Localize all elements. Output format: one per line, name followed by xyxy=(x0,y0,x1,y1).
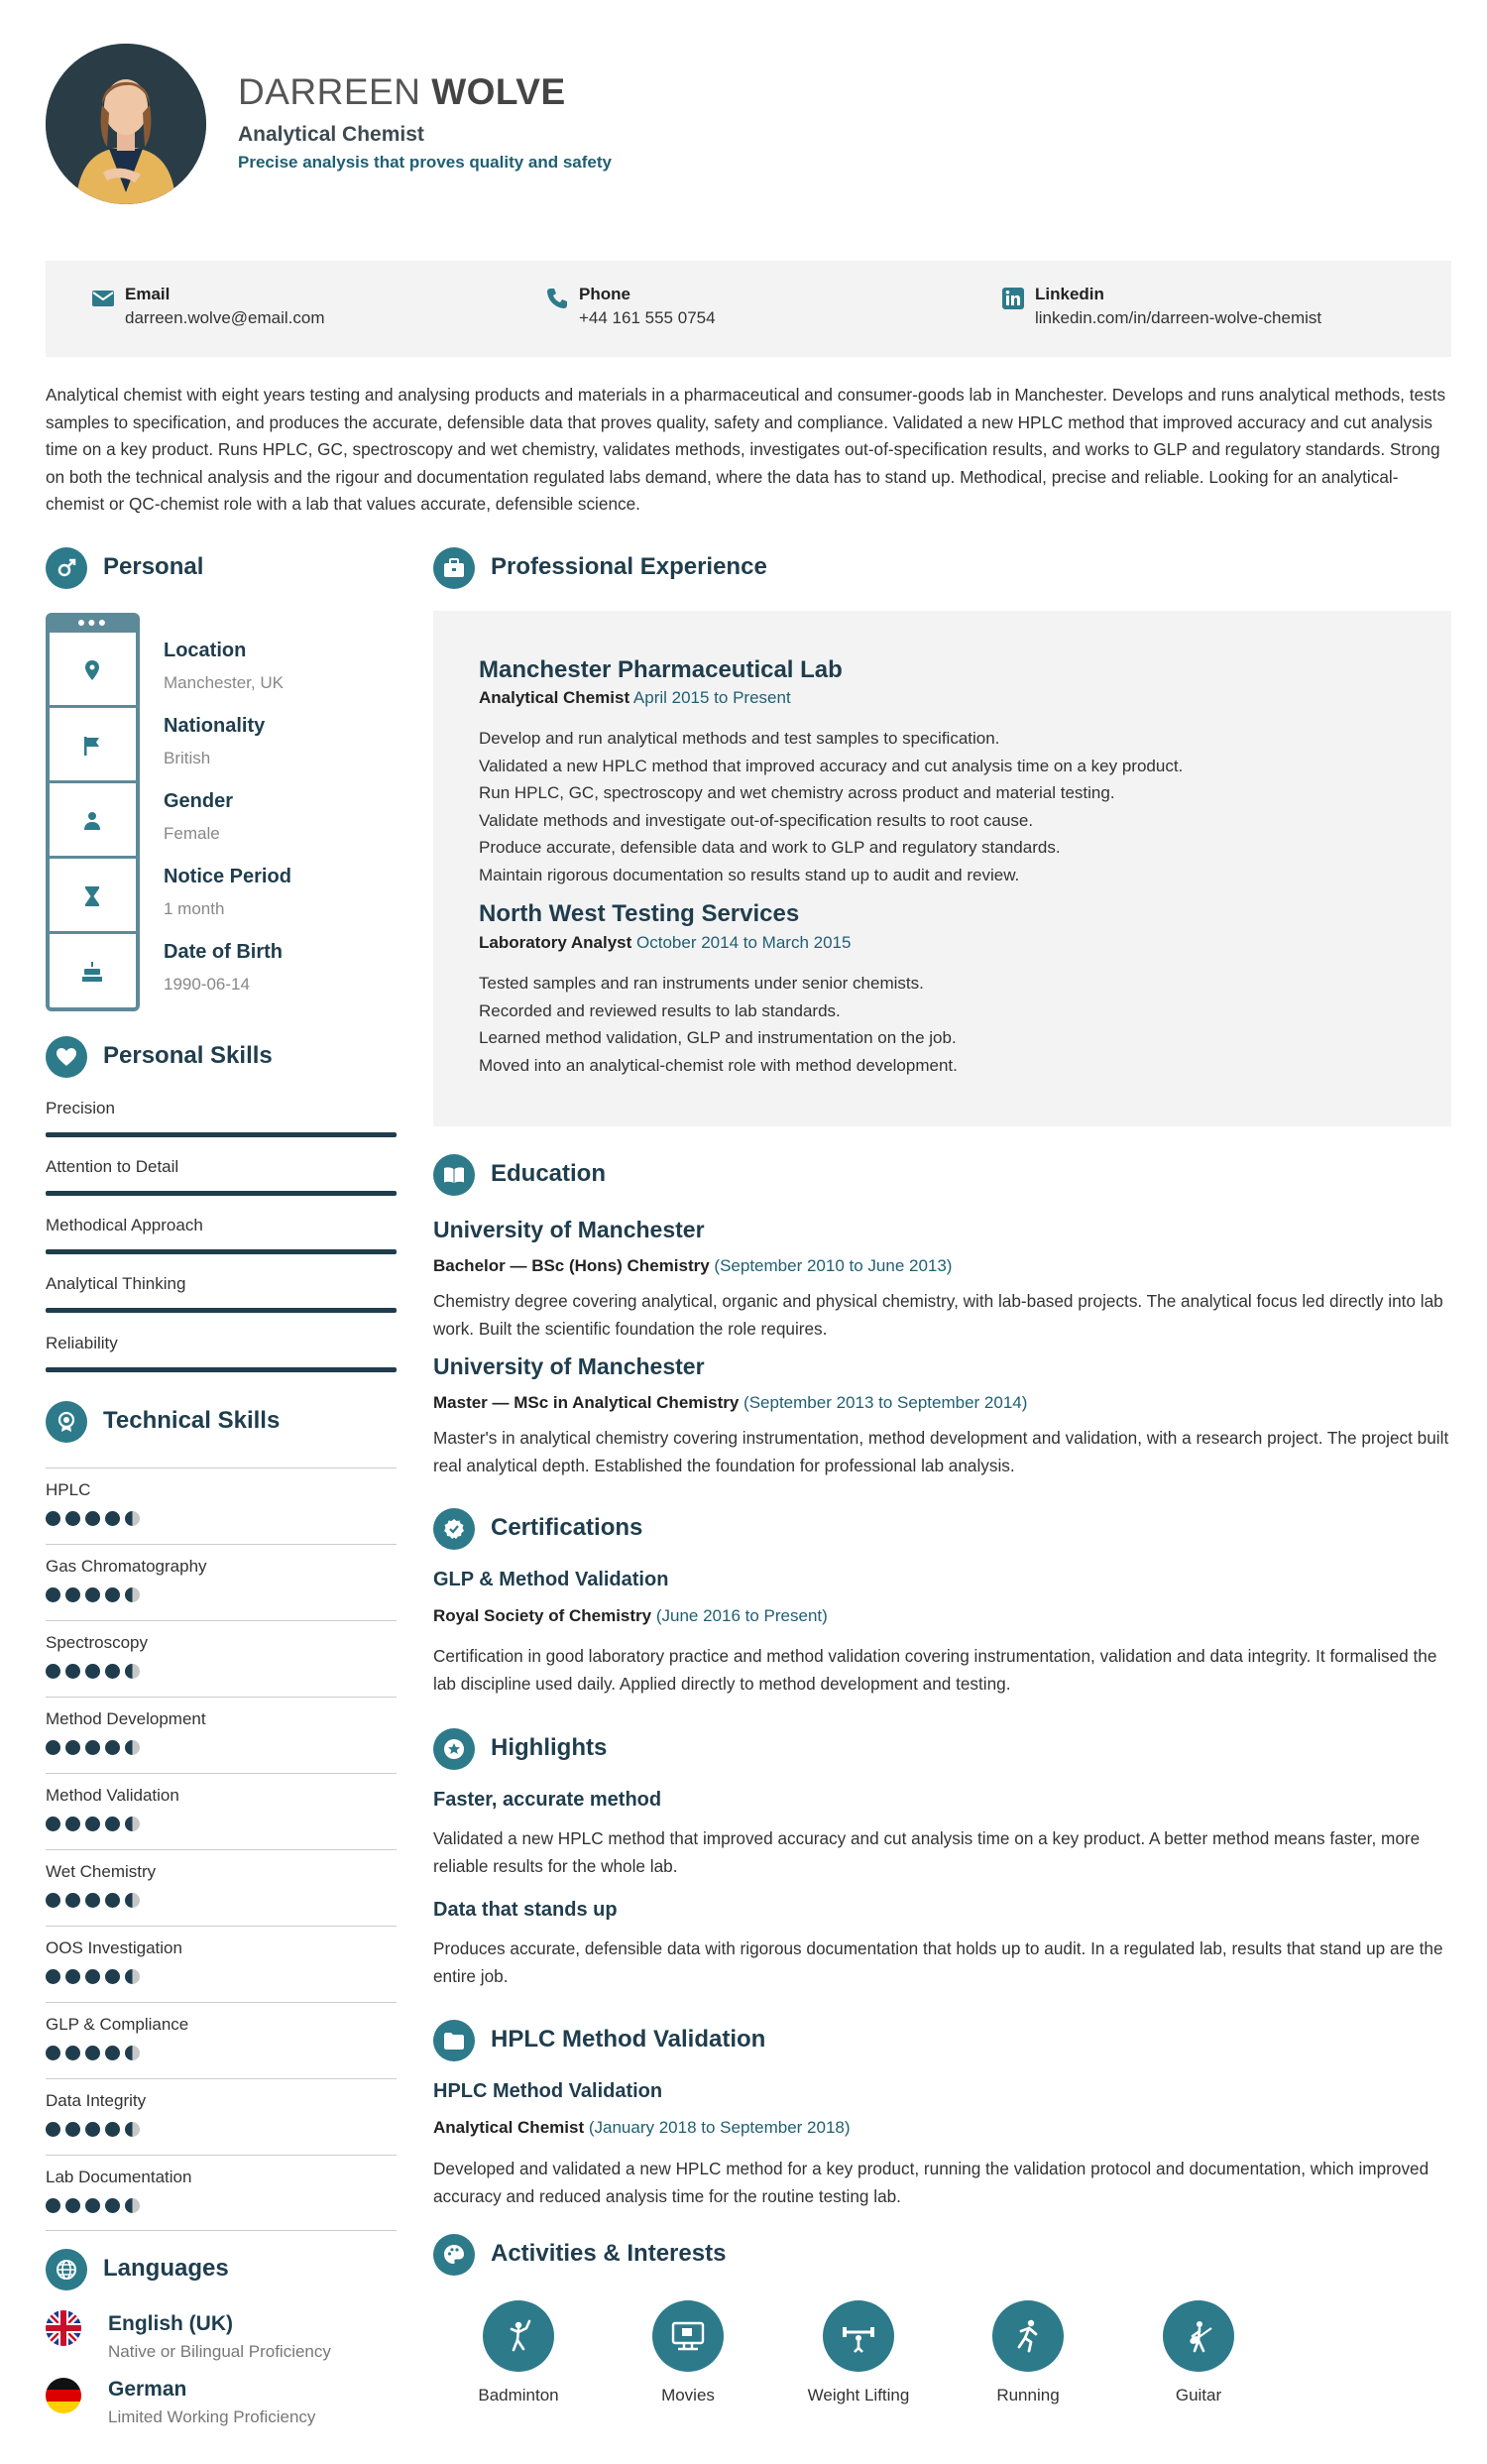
location-label: Location xyxy=(164,640,247,661)
experience-title: Professional Experience xyxy=(491,553,767,580)
folder-icon xyxy=(433,2020,475,2061)
running-icon xyxy=(992,2300,1064,2372)
technical-skill-item xyxy=(46,1926,397,1957)
interest-item xyxy=(799,2300,918,2405)
technical-skill-name: Spectroscopy xyxy=(46,1633,148,1652)
job-bullet: Validate methods and investigate out-of-specification results to root cause. xyxy=(479,810,1034,830)
job-meta xyxy=(479,688,791,708)
technical-skill-item xyxy=(46,1697,397,1728)
email-icon xyxy=(91,287,115,310)
skill-rating xyxy=(46,2122,145,2138)
job-bullet-list xyxy=(479,725,1183,888)
technical-skill-name: Method Validation xyxy=(46,1786,179,1805)
personal-skill-item xyxy=(46,1157,397,1196)
technical-skill-name: GLP & Compliance xyxy=(46,2015,189,2034)
highlight-description: Produces accurate, defensible data with rigorous documentation that holds up to audit. In a regulated lab, results that stand up are the entire job. xyxy=(433,1938,1443,1986)
skill-rating xyxy=(46,1817,145,1832)
skill-rating xyxy=(46,1664,145,1680)
certification-description: Certification in good laboratory practice and method validation covering instrumentation, validation and data integrity. It formalised the lab discipline used daily. Applied directly to method development and testing. xyxy=(433,1646,1437,1694)
movies-icon xyxy=(652,2300,724,2372)
contact-bar xyxy=(46,261,1451,357)
certifications-title: Certifications xyxy=(491,1514,643,1541)
interest-label: Guitar xyxy=(1175,2386,1222,2405)
skill-rating xyxy=(46,2046,145,2061)
technical-skills-title: Technical Skills xyxy=(103,1407,281,1434)
job-role: Laboratory Analyst xyxy=(479,933,632,952)
technical-skill-name: OOS Investigation xyxy=(46,1938,182,1957)
technical-skill-item xyxy=(46,1544,397,1576)
interest-item xyxy=(969,2300,1087,2405)
notice-period-label: Notice Period xyxy=(164,866,291,887)
skill-level-bar xyxy=(46,1308,397,1313)
resume-header xyxy=(46,44,1433,212)
job-bullet: Learned method validation, GLP and instrumentation on the job. xyxy=(479,1028,957,1047)
notice-period-value: 1 month xyxy=(164,899,225,918)
technical-skill-item xyxy=(46,2002,397,2034)
certification-issuer: Royal Society of Chemistry xyxy=(433,1606,652,1625)
phone-value[interactable]: +44 161 555 0754 xyxy=(579,308,716,327)
education-degree-line xyxy=(433,1256,952,1276)
project-description: Developed and validated a new HPLC method for a key product, running the validation protocol and documentation, which improved accuracy and reduced analysis time for the routine testing lab. xyxy=(433,2159,1430,2206)
personal-skill-name: Methodical Approach xyxy=(46,1216,203,1234)
candidate-name xyxy=(238,71,566,113)
interest-label: Weight Lifting xyxy=(807,2386,910,2405)
job-dates: April 2015 to Present xyxy=(632,688,791,707)
personal-skill-name: Analytical Thinking xyxy=(46,1274,186,1293)
heart-icon xyxy=(46,1036,87,1078)
technical-skill-item xyxy=(46,1773,397,1805)
language-level: Limited Working Proficiency xyxy=(108,2407,316,2426)
job-bullet: Produce accurate, defensible data and work to GLP and regulatory standards. xyxy=(479,838,1061,857)
technical-skill-name: Data Integrity xyxy=(46,2091,147,2110)
job-bullet: Recorded and reviewed results to lab standards. xyxy=(479,1000,841,1020)
personal-skills-title: Personal Skills xyxy=(103,1042,273,1069)
location-cell xyxy=(50,633,136,708)
gender-label: Gender xyxy=(164,790,234,812)
location-pin-icon xyxy=(80,658,104,682)
linkedin-icon xyxy=(1001,287,1025,310)
project-dates: (January 2018 to September 2018) xyxy=(588,2118,851,2137)
skill-level-bar xyxy=(46,1132,397,1137)
email-value[interactable]: darreen.wolve@email.com xyxy=(125,308,325,327)
nationality-label: Nationality xyxy=(164,715,266,737)
certification-issuer-line xyxy=(433,1606,828,1626)
last-name: WOLVE xyxy=(431,71,566,112)
job-headline: Analytical Chemist xyxy=(238,123,424,146)
personal-skill-item xyxy=(46,1099,397,1137)
job-bullet: Moved into an analytical-chemist role with method development. xyxy=(479,1055,958,1075)
phone-label: Phone xyxy=(579,285,630,303)
education-description: Chemistry degree covering analytical, organic and physical chemistry, with lab-based projects. The analytical focus led directly into lab work. Built the scientific foundation the role requires. xyxy=(433,1291,1443,1339)
technical-skill-item xyxy=(46,1849,397,1881)
email-label: Email xyxy=(125,285,171,303)
education-dates: (September 2010 to June 2013) xyxy=(714,1256,953,1275)
job-bullet: Validated a new HPLC method that improved accuracy and cut analysis time on a key product. xyxy=(479,756,1184,775)
technical-skill-item xyxy=(46,1467,397,1499)
personal-skill-item xyxy=(46,1274,397,1313)
location-value: Manchester, UK xyxy=(164,673,284,692)
badminton-icon xyxy=(483,2300,554,2372)
date-of-birth-label: Date of Birth xyxy=(164,941,283,963)
highlights-title: Highlights xyxy=(491,1734,608,1761)
interest-item xyxy=(629,2300,747,2405)
birthday-cell xyxy=(50,934,136,1009)
technical-skill-name: Lab Documentation xyxy=(46,2168,192,2186)
personal-icon-panel xyxy=(46,613,140,1011)
job-bullet: Run HPLC, GC, spectroscopy and wet chemistry across product and material testing. xyxy=(479,783,1115,802)
job-bullet: Maintain rigorous documentation so results stand up to audit and review. xyxy=(479,865,1020,884)
technical-skill-name: HPLC xyxy=(46,1480,91,1499)
palette-icon xyxy=(433,2234,475,2276)
job-bullet-list xyxy=(479,970,958,1079)
linkedin-value[interactable]: linkedin.com/in/darreen-wolve-chemist xyxy=(1035,308,1322,327)
flag-icon xyxy=(80,734,104,758)
job-dates: October 2014 to March 2015 xyxy=(636,933,852,952)
date-of-birth-value: 1990-06-14 xyxy=(164,975,250,994)
technical-skill-item xyxy=(46,2078,397,2110)
cake-icon xyxy=(80,960,104,984)
job-role: Analytical Chemist xyxy=(479,688,630,707)
interest-item xyxy=(1139,2300,1258,2405)
job-meta xyxy=(479,933,851,953)
education-school: University of Manchester xyxy=(433,1217,705,1242)
weight-lifting-icon xyxy=(823,2300,894,2372)
globe-icon xyxy=(46,2249,87,2290)
skill-rating xyxy=(46,1740,145,1756)
project-role: Analytical Chemist xyxy=(433,2118,585,2137)
skill-rating xyxy=(46,1587,145,1603)
nationality-value: British xyxy=(164,749,211,767)
personal-skill-name: Precision xyxy=(46,1099,115,1117)
project-role-line xyxy=(433,2118,851,2138)
phone-icon xyxy=(545,287,569,310)
skill-rating xyxy=(46,1511,145,1527)
skill-rating xyxy=(46,2198,145,2214)
skill-level-bar xyxy=(46,1367,397,1372)
job-bullet: Tested samples and ran instruments under senior chemists. xyxy=(479,974,924,993)
guitar-icon xyxy=(1163,2300,1234,2372)
education-title: Education xyxy=(491,1160,607,1187)
languages-title: Languages xyxy=(103,2255,229,2282)
interests-title: Activities & Interests xyxy=(491,2240,727,2267)
german-flag-icon xyxy=(46,2378,81,2413)
experience-panel xyxy=(433,611,1451,1126)
profile-summary: Analytical chemist with eight years testing and analysing products and materials in a pharmaceutical and consumer-goods lab in Manchester. Develops and runs analytical methods, tests samples to specification, and produces the accurate, defensible data that proves quality, safety and compliance. Validated a new HPLC method that improved accuracy and cut analysis time on a key product. Runs HPLC, GC, spectroscopy and wet chemistry, validates methods, investigates out-of-specification results, and works to GLP and regulatory standards. Strong on both the technical analysis and the rigour and documentation regulated labs demand, where the data has to stand up. Methodical, precise and reliable. Looking for an analytical-chemist or QC-chemist role with a lab that values accurate, defensible science. xyxy=(46,385,1446,514)
nationality-cell xyxy=(50,708,136,783)
personal-title: Personal xyxy=(103,553,204,580)
first-name: DARREEN xyxy=(238,71,421,112)
education-dates: (September 2013 to September 2014) xyxy=(744,1393,1028,1412)
technical-skill-name: Gas Chromatography xyxy=(46,1557,207,1576)
panel-menu-dots: ●●● xyxy=(76,614,109,630)
personal-skill-item xyxy=(46,1334,397,1372)
uk-flag-icon xyxy=(46,2310,81,2346)
briefcase-icon xyxy=(433,547,475,589)
skill-rating xyxy=(46,1893,145,1909)
interest-label: Movies xyxy=(661,2386,715,2405)
education-degree-line xyxy=(433,1393,1027,1413)
person-icon xyxy=(80,809,104,833)
open-book-icon xyxy=(433,1154,475,1196)
job-company: North West Testing Services xyxy=(479,900,800,927)
certification-dates: (June 2016 to Present) xyxy=(655,1606,828,1625)
education-school: University of Manchester xyxy=(433,1353,705,1379)
personal-skill-item xyxy=(46,1216,397,1254)
education-degree: Master — MSc in Analytical Chemistry xyxy=(433,1393,740,1412)
technical-skill-item xyxy=(46,1620,397,1652)
technical-skill-item xyxy=(46,2155,397,2231)
skill-level-bar xyxy=(46,1249,397,1254)
notice-cell xyxy=(50,859,136,934)
language-name: German xyxy=(108,2378,187,2401)
job-bullet: Develop and run analytical methods and test samples to specification. xyxy=(479,729,1000,748)
education-description: Master's in analytical chemistry covering instrumentation, method development and validation, with a research project. The project built real analytical depth. Established the foundation for professional lab analysis. xyxy=(433,1428,1449,1475)
technical-skill-name: Wet Chemistry xyxy=(46,1862,157,1881)
tagline: Precise analysis that proves quality and safety xyxy=(238,153,612,172)
skill-rating xyxy=(46,1969,145,1985)
gender-value: Female xyxy=(164,824,220,843)
skill-level-bar xyxy=(46,1191,397,1196)
job-company: Manchester Pharmaceutical Lab xyxy=(479,656,843,683)
interest-item xyxy=(459,2300,578,2405)
language-name: English (UK) xyxy=(108,2312,233,2335)
interest-label: Running xyxy=(996,2386,1060,2405)
project-name: HPLC Method Validation xyxy=(433,2080,663,2102)
highlight-title: Data that stands up xyxy=(433,1899,618,1921)
gender-cell xyxy=(50,783,136,859)
highlight-title: Faster, accurate method xyxy=(433,1789,662,1811)
project-section-title: HPLC Method Validation xyxy=(491,2026,766,2053)
education-degree: Bachelor — BSc (Hons) Chemistry xyxy=(433,1256,710,1275)
certification-name: GLP & Method Validation xyxy=(433,1569,669,1590)
technical-skill-name: Method Development xyxy=(46,1709,206,1728)
language-level: Native or Bilingual Proficiency xyxy=(108,2342,331,2361)
profile-photo xyxy=(46,44,206,204)
highlight-description: Validated a new HPLC method that improved accuracy and cut analysis time on a key product. A better method means faster, more reliable results for the whole lab. xyxy=(433,1828,1421,1876)
linkedin-label: Linkedin xyxy=(1035,285,1104,303)
interest-label: Badminton xyxy=(478,2386,559,2405)
personal-skill-name: Reliability xyxy=(46,1334,118,1352)
personal-skill-name: Attention to Detail xyxy=(46,1157,179,1176)
certificate-badge-icon xyxy=(433,1508,475,1550)
hourglass-icon xyxy=(80,884,104,908)
gender-symbol-icon xyxy=(46,547,87,589)
star-badge-icon xyxy=(433,1728,475,1770)
award-badge-icon xyxy=(46,1401,87,1443)
